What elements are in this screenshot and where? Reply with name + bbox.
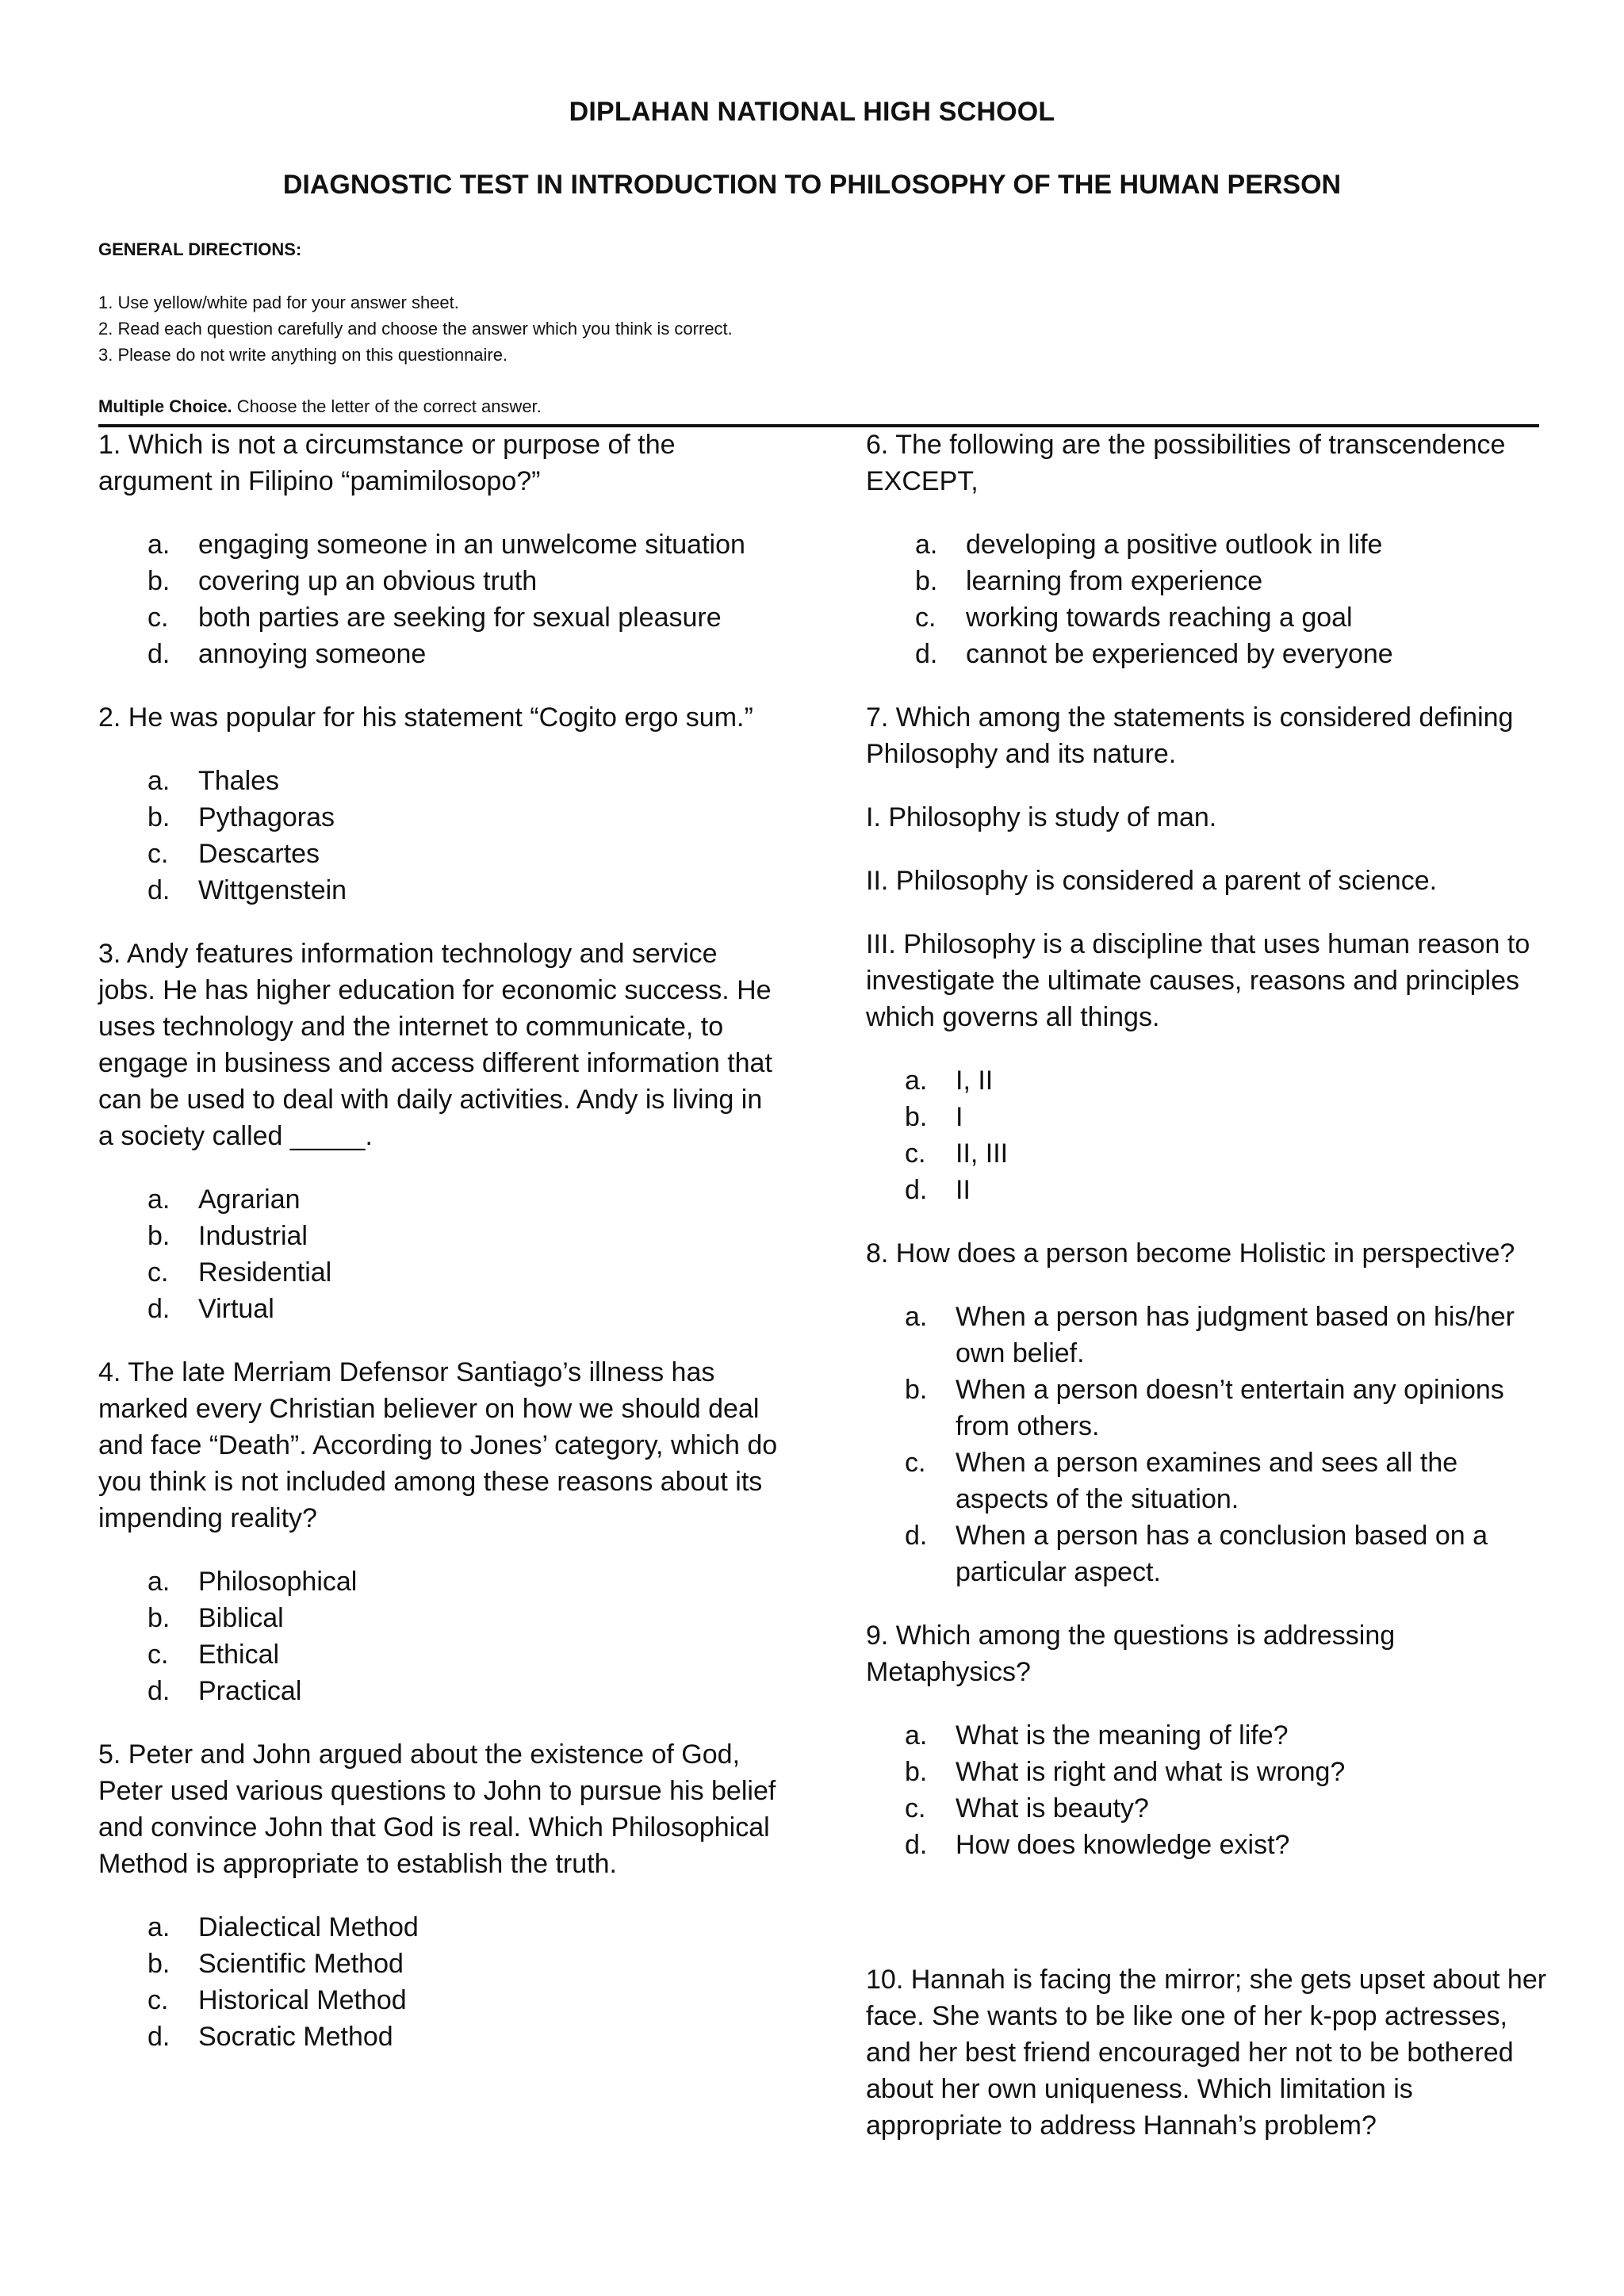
option-text: When a person has judgment based on his/her own belief. [956,1302,1515,1368]
option-letter: a. [147,1912,170,1942]
option-letter: b. [905,1375,928,1405]
option-d [866,636,1548,672]
option-b [98,1218,780,1254]
option-text: annoying someone [198,639,427,669]
option-letter: d. [905,1830,928,1860]
statement-2: II. Philosophy is considered a parent of science. [866,866,1438,896]
option-text: Biblical [198,1603,284,1633]
question-text: 10. Hannah is facing the mirror; she gets upset about her face. She wants to be like one of her k-pop actresses, and her best friend encouraged her not to be bothered about her own uniqueness. Which limitation is appropriate to address Hannah’s problem? [866,1965,1547,2141]
right-column [866,427,1548,2144]
option-letter: c. [905,1793,926,1823]
statement-1: I. Philosophy is study of man. [866,802,1217,832]
option-a [866,1299,1548,1372]
option-d [866,1172,1548,1208]
directions-heading: GENERAL DIRECTIONS: [98,239,302,259]
option-text: Residential [198,1257,332,1288]
option-text: I [956,1102,963,1132]
spacer [866,1890,1548,1961]
option-letter: a. [147,530,170,560]
option-a [866,526,1548,563]
question-6 [866,427,1548,672]
option-letter: a. [905,1066,928,1096]
option-text: What is the meaning of life? [956,1720,1289,1751]
option-b [98,799,780,836]
option-text: How does knowledge exist? [956,1830,1290,1860]
option-text: Thales [198,766,280,796]
option-letter: c. [905,1138,926,1169]
option-list [866,1299,1548,1590]
test-title: DIAGNOSTIC TEST IN INTRODUCTION TO PHILOSOPHY OF THE HUMAN PERSON [282,170,1342,200]
option-text: Wittgenstein [198,875,347,905]
option-letter: c. [147,1640,169,1670]
option-c [866,599,1548,636]
option-text: When a person examines and sees all the aspects of the situation. [956,1448,1458,1514]
option-list [98,1181,780,1327]
option-list [98,763,780,909]
question-2 [98,699,780,909]
option-list [866,1062,1548,1208]
option-text: working towards reaching a goal [966,603,1353,633]
option-d [866,1827,1548,1863]
option-list [98,526,780,672]
option-b [98,563,780,599]
option-b [98,1946,780,1982]
option-text: When a person has a conclusion based on a particular aspect. [956,1521,1488,1587]
left-column [98,427,780,2082]
option-text: covering up an obvious truth [198,566,538,596]
option-c [866,1790,1548,1827]
option-letter: c. [147,603,169,633]
question-3 [98,936,780,1327]
option-text: What is right and what is wrong? [956,1757,1346,1787]
question-text: 6. The following are the possibilities of transcendence EXCEPT, [866,430,1506,496]
school-name: DIPLAHAN NATIONAL HIGH SCHOOL [569,97,1055,127]
option-a [866,1062,1548,1099]
direction-item: 2. Read each question carefully and choose the answer which you think is correct. [98,319,733,339]
option-letter: c. [915,603,936,633]
option-d [98,636,780,672]
option-c [866,1445,1548,1517]
option-d [98,2019,780,2055]
option-letter: b. [147,1221,170,1251]
option-text: Pythagoras [198,802,335,832]
option-d [98,872,780,909]
option-text: Virtual [198,1294,274,1324]
option-letter: c. [147,1257,169,1288]
option-text: learning from experience [966,566,1263,596]
option-text: Philosophical [198,1567,358,1597]
option-letter: b. [147,1949,170,1979]
option-c [98,1636,780,1673]
direction-item: 3. Please do not write anything on this questionnaire. [98,345,508,365]
section-instruction-text: Choose the letter of the correct answer. [232,396,542,416]
question-1 [98,427,780,672]
option-letter: d. [905,1175,928,1205]
option-list [866,1717,1548,1863]
option-letter: b. [915,566,938,596]
option-text: Ethical [198,1640,280,1670]
option-c [98,1254,780,1291]
option-letter: d. [147,1676,170,1706]
statement-3: III. Philosophy is a discipline that uses human reason to investigate the ultimate causes, reasons and principles which governs all things. [866,929,1530,1032]
option-c [98,836,780,872]
option-letter: a. [147,766,170,796]
question-text: 4. The late Merriam Defensor Santiago’s illness has marked every Christian believer on how we should deal and face “Death”. According to Jones’ category, which do you think is not included among these reasons about its impending reality? [98,1357,778,1533]
option-list [866,526,1548,672]
direction-item: 1. Use yellow/white pad for your answer sheet. [98,293,459,312]
option-c [98,1982,780,2019]
general-directions [98,236,1526,368]
option-letter: c. [147,1985,169,2015]
question-text: 3. Andy features information technology and service jobs. He has higher education for economic success. He uses technology and the internet to communicate, to engage in business and access different information that can be used to deal with daily activities. Andy is living in a society called _____. [98,939,772,1151]
option-b [866,1372,1548,1445]
option-list [98,1909,780,2055]
option-text: II, III [956,1138,1009,1169]
option-text: Practical [198,1676,302,1706]
option-letter: a. [905,1302,928,1332]
question-9 [866,1617,1548,1863]
section-instruction [98,396,542,417]
option-text: both parties are seeking for sexual pleasure [198,603,722,633]
option-a [98,1181,780,1218]
option-a [98,1909,780,1946]
option-letter: c. [147,839,169,869]
option-text: Dialectical Method [198,1912,419,1942]
option-text: Socratic Method [198,2022,393,2052]
option-d [98,1291,780,1327]
option-d [98,1673,780,1709]
question-4 [98,1354,780,1709]
option-c [866,1135,1548,1172]
option-a [98,1563,780,1600]
option-letter: b. [147,1603,170,1633]
option-letter: d. [147,875,170,905]
option-b [866,1754,1548,1790]
option-text: What is beauty? [956,1793,1149,1823]
option-letter: a. [147,1567,170,1597]
question-text: 9. Which among the questions is addressing Metaphysics? [866,1621,1396,1687]
option-b [866,563,1548,599]
option-letter: a. [905,1720,928,1751]
option-text: II [956,1175,971,1205]
option-letter: d. [905,1521,928,1551]
option-letter: b. [147,566,170,596]
option-letter: a. [147,1184,170,1215]
option-letter: a. [915,530,938,560]
option-text: Agrarian [198,1184,301,1215]
option-text: Industrial [198,1221,308,1251]
question-10 [866,1961,1548,2144]
question-text: 7. Which among the statements is considered defining Philosophy and its nature. [866,702,1514,769]
option-text: Scientific Method [198,1949,404,1979]
option-text: Descartes [198,839,320,869]
option-letter: b. [147,802,170,832]
option-text: cannot be experienced by everyone [966,639,1393,669]
option-letter: d. [147,2022,170,2052]
option-letter: d. [147,1294,170,1324]
option-c [98,599,780,636]
option-d [866,1517,1548,1590]
option-b [866,1099,1548,1135]
option-b [98,1600,780,1636]
question-8 [866,1235,1548,1590]
question-7 [866,699,1548,1208]
option-text: developing a positive outlook in life [966,530,1383,560]
option-list [98,1563,780,1709]
question-text: 1. Which is not a circumstance or purpose of the argument in Filipino “pamimilosopo?” [98,430,676,496]
question-text: 2. He was popular for his statement “Cogito ergo sum.” [98,702,753,733]
option-letter: d. [915,639,938,669]
option-letter: b. [905,1757,928,1787]
option-text: I, II [956,1066,994,1096]
option-letter: c. [905,1448,926,1478]
option-text: Historical Method [198,1985,407,2015]
question-text: 8. How does a person become Holistic in perspective? [866,1238,1515,1269]
section-label: Multiple Choice. [98,396,232,416]
option-a [98,763,780,799]
option-a [866,1717,1548,1754]
question-5 [98,1736,780,2055]
option-letter: b. [905,1102,928,1132]
option-a [98,526,780,563]
question-text: 5. Peter and John argued about the existence of God, Peter used various questions to John to pursue his belief and convince John that God is real. Which Philosophical Method is appropriate to establish the truth. [98,1739,776,1879]
option-text: When a person doesn’t entertain any opinions from others. [956,1375,1504,1441]
option-text: engaging someone in an unwelcome situation [198,530,745,560]
option-letter: d. [147,639,170,669]
